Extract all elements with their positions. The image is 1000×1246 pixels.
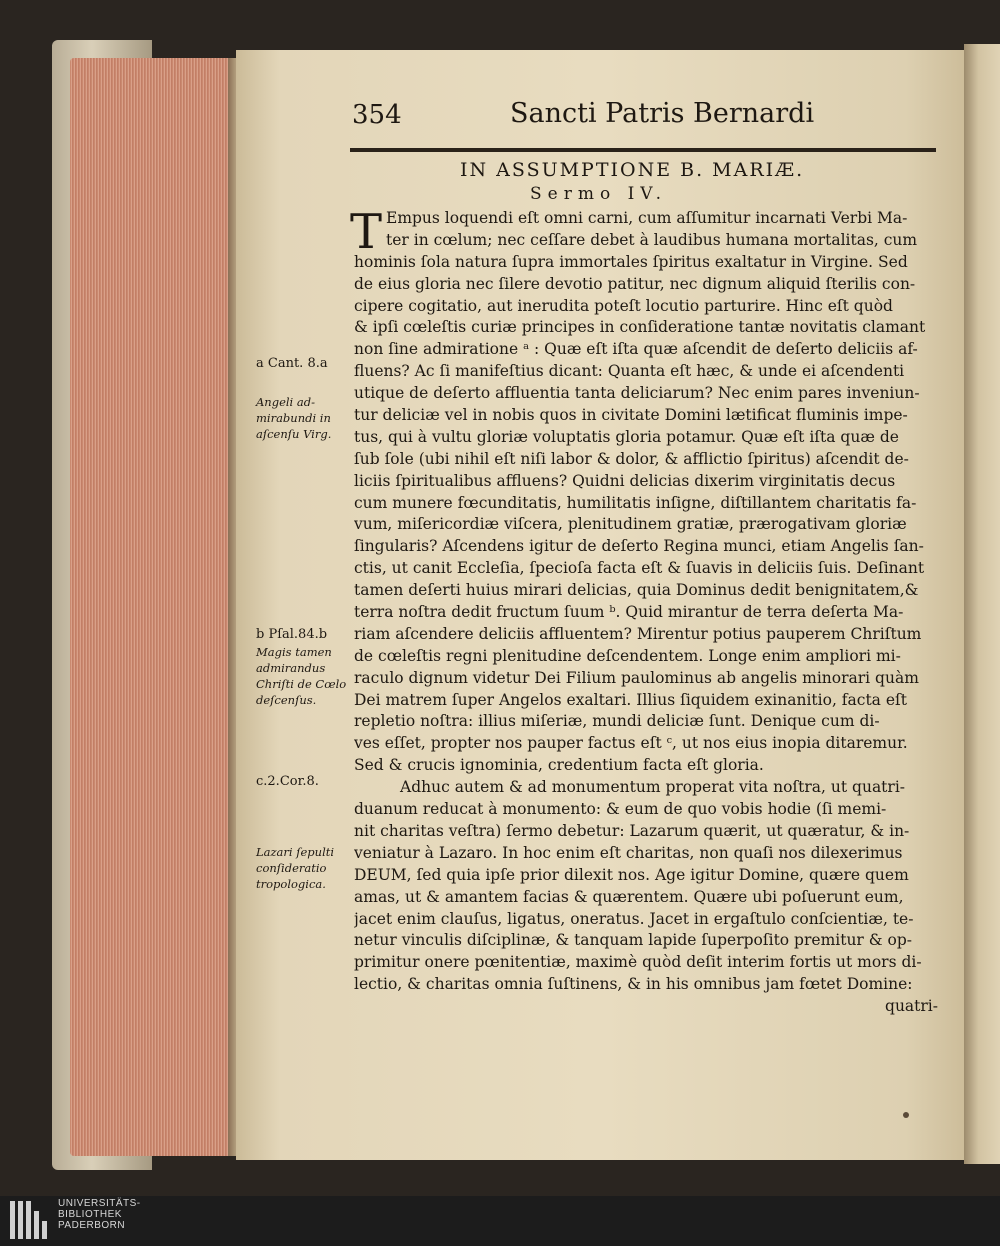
text-line: terra noſtra dedit fructum ſuum ᵇ. Quid mirantur de terra deſerta Ma-: [354, 603, 904, 622]
library-name-line: PADERBORN: [58, 1220, 126, 1231]
text-line: ves eſſet, propter nos pauper factus eſt ᶜ, ut nos eius inopia ditaremur.: [354, 734, 908, 753]
text-line: repletio noſtra: illius miſeriæ, mundi deliciæ ſunt. Denique cum di-: [354, 712, 880, 731]
text-line: veniatur à Lazaro. In hoc enim eſt charitas, non quaſi nos dilexerimus: [354, 843, 903, 862]
text-line: Empus loquendi eſt omni carni, cum aſſumitur incarnati Verbi Ma-: [386, 209, 908, 227]
page-number: 354: [352, 100, 402, 130]
text-line: ſingularis? Aſcendens igitur de deſerto Regina munci, etiam Angelis ſan-: [354, 537, 924, 556]
page-edges: [70, 58, 228, 1156]
text-line: & ipſi cœleſtis curiæ principes in conſideratione tantæ novitatis clamant: [354, 318, 926, 337]
text-line: fluens? Ac ſi manifeſtius dicant: Quanta eſt hæc, & unde ei aſcendenti: [354, 362, 905, 381]
library-name-line: UNIVERSITÄTS-: [58, 1198, 141, 1209]
sermon-title: IN ASSUMPTIONE B. MARIÆ.: [460, 159, 805, 181]
margin-note-ref: b Pſal.84.b: [256, 627, 328, 642]
library-name-line: BIBLIOTHEK: [58, 1209, 122, 1220]
text-line: liciis ſpiritualibus affluens? Quidni delicias dixerim virginitatis decus: [354, 471, 896, 490]
margin-note-text: Magis tamen admirandus Chriſti de Cœlo deſcenſus.: [256, 645, 347, 707]
text-line: hominis ſola natura ſupra immortales ſpiritus exaltatur in Virgine. Sed: [354, 252, 908, 271]
text-line: Dei matrem ſuper Angelos exaltari. Illius ſiquidem exinanitio, facta eſt: [354, 690, 907, 709]
text-line: ter in cœlum; nec ceſſare debet à laudibus humana mortalitas, cum: [386, 230, 918, 249]
text-line: jacet enim clauſus, ligatus, oneratus. Jacet in ergaſtulo conſcientiæ, te-: [354, 909, 914, 928]
text-line: non ſine admiratione ᵃ : Quæ eſt iſta quæ aſcendit de deſerto deliciis af-: [354, 340, 918, 359]
margin-note: [256, 395, 348, 443]
library-logo-icon: [8, 1197, 50, 1243]
text-line: Sed & crucis ignominia, credentium facta eſt gloria.: [354, 756, 764, 775]
text-line: riam aſcendere deliciis affluentem? Mirentur potius pauperem Chriſtum: [354, 624, 922, 643]
text-line: ctis, ut canit Eccleſia, ſpecioſa facta eſt & ſuavis in deliciis ſuis. Deſinant: [354, 559, 925, 578]
footer-bar: [0, 1196, 1000, 1246]
sermon-number: Sermo IV.: [530, 184, 668, 204]
margin-note: [256, 645, 348, 709]
text-line: tus, qui à vultu gloriæ voluptatis gloria potamur. Quæ eſt iſta quæ de: [354, 427, 899, 446]
text-line: lectio, & charitas omnia ſuſtinens, & in his omnibus jam fœtet Domine:: [354, 975, 913, 994]
running-head: Sancti Patris Bernardi: [510, 98, 815, 129]
text-line: tamen deſerti huius mirari delicias, quia Dominus dedit benignitatem,&: [354, 581, 919, 600]
ink-spot: [903, 1112, 909, 1118]
text-line: raculo dignum videtur Dei Filium paulominus ab angelis minorari quàm: [354, 668, 919, 687]
text-line: duanum reducat à monumento: & eum de quo vobis hodie (ſi memi-: [354, 800, 887, 819]
text-line: netur vinculis diſciplinæ, & tanquam lapide ſuperpoſito premitur & op-: [354, 931, 912, 950]
text-line: utique de deſerto affluentia tanta deliciarum? Nec enim pares inveniun-: [354, 384, 920, 403]
margin-note-ref: a Cant. 8.a: [256, 356, 328, 371]
margin-note-text: Lazari ſepulti conſideratio tropologica.: [256, 845, 335, 891]
text-line: cipere cogitatio, aut inerudita poteſt locutio parturire. Hinc eſt quòd: [354, 296, 893, 315]
text-line: primitur onere pœnitentiæ, maximè quòd deſit interim fortis ut mors di-: [354, 953, 922, 972]
text-line: ſub ſole (ubi nihil eſt niſi labor & dolor, & afflictio ſpiritus) aſcendit de-: [354, 449, 909, 468]
text-line: DEUM, ſed quia ipſe prior dilexit nos. Age igitur Domine, quære quem: [354, 865, 909, 884]
drop-capital: T: [350, 204, 383, 260]
text-line: Adhuc autem & ad monumentum properat vita noſtra, ut quatri-: [400, 778, 906, 797]
text-line: nit charitas veſtra) ſermo debetur: Lazarum quærit, ut quæratur, & in-: [354, 821, 910, 840]
text-line: vum, miſericordiæ viſcera, plenitudinem gratiæ, prærogativam gloriæ: [354, 515, 907, 534]
text-line: de eius gloria nec ſilere devotio patitur, nec dignum aliquid ſterilis con-: [354, 274, 916, 293]
text-line: quatri-: [885, 997, 938, 1016]
text-line: tur deliciæ vel in nobis quos in civitate Domini lætificat fluminis impe-: [354, 406, 908, 425]
header-rule: [350, 148, 936, 152]
margin-note-ref: c.2.Cor.8.: [256, 774, 319, 789]
text-line: de cœleſtis regni plenitudine deſcendentem. Longe enim ampliori mi-: [354, 646, 901, 665]
text-line: amas, ut & amantem facias & quærentem. Quære ubi poſuerunt eum,: [354, 887, 904, 906]
margin-note-text: Angeli ad-mirabundi in aſcenſu Virg.: [256, 395, 332, 441]
text-line: cum munere fœcunditatis, humilitatis inſigne, diſtillantem charitatis fa-: [354, 493, 917, 512]
body-text: [354, 208, 938, 1018]
margin-note: [256, 845, 348, 893]
library-name: [58, 1198, 141, 1231]
facing-page-edge: [964, 44, 1000, 1164]
